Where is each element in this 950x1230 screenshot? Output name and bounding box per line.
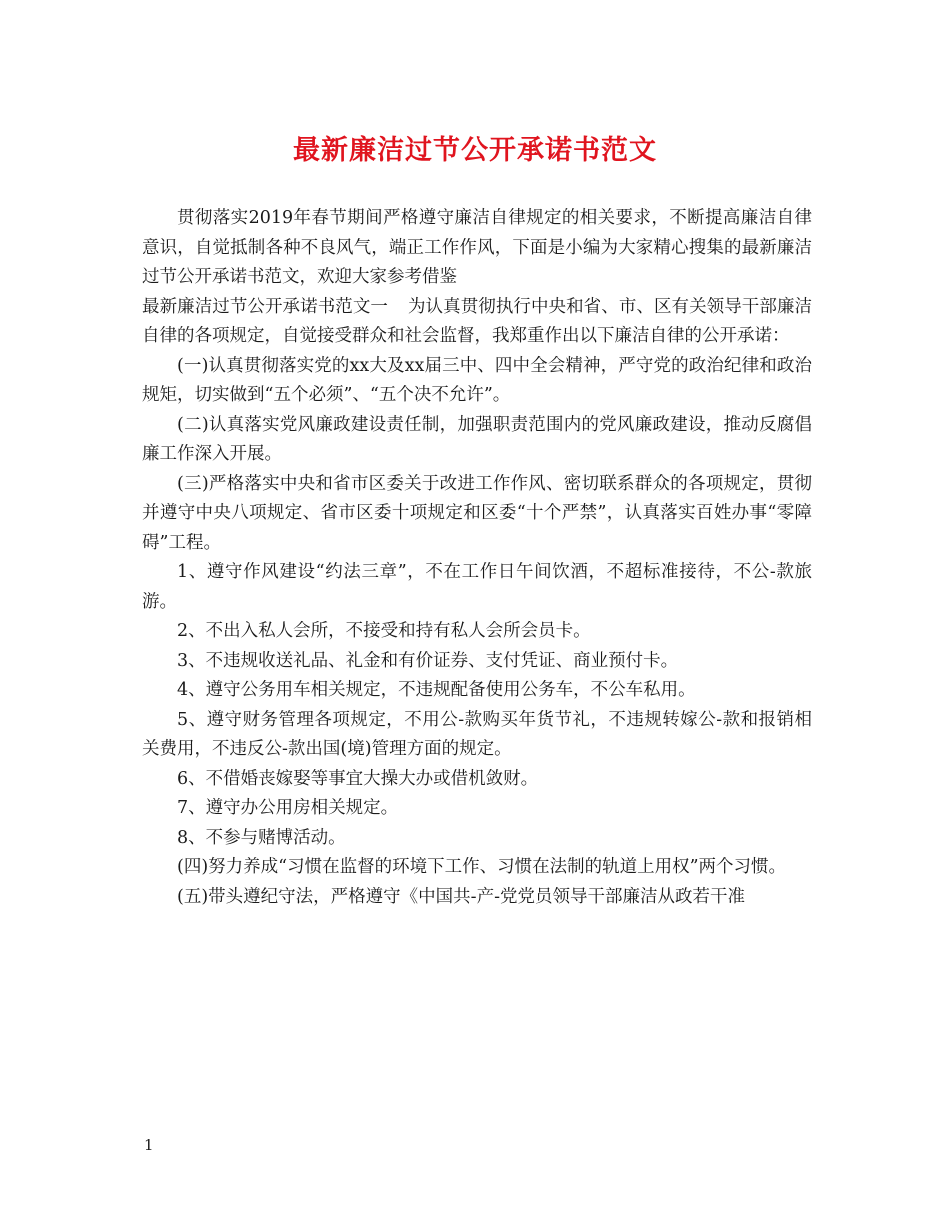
section-intro: 为认真贯彻执行中央和省、市、区有关领导干部廉洁自律的各项规定，自觉接受群众和社会监督，我郑重作出以下廉洁自律的公开承诺：	[142, 296, 813, 346]
commitment-item: 7、遵守办公用房相关规定。	[177, 798, 399, 818]
commitment-item: 3、不违规收送礼品、礼金和有价证券、支付凭证、商业预付卡。	[177, 650, 679, 671]
commitment-item: 1、遵守作风建设“约法三章”，不在工作日午间饮酒，不超标准接待，不公-款旅游。	[142, 562, 812, 612]
commitment-paragraph: (二)认真落实党风廉政建设责任制，加强职责范围内的党风廉政建设，推动反腐倡廉工作深入开展。	[142, 414, 812, 464]
commitment-item: 6、不借婚丧嫁娶等事宜大操大办或借机敛财。	[177, 768, 539, 789]
page-number: 1	[144, 1136, 154, 1154]
document-body	[142, 204, 812, 912]
section-paragraph	[142, 293, 812, 352]
commitment-item: 5、遵守财务管理各项规定，不用公-款购买年货节礼，不违规转嫁公-款和报销相关费用，不违反公-款出国(境)管理方面的规定。	[142, 709, 812, 759]
commitment-paragraph: (三)严格落实中央和省市区委关于改进工作作风、密切联系群众的各项规定，贯彻并遵守中央八项规定、省市区委十项规定和区委“十个严禁”，认真落实百姓办事“零障碍”工程。	[142, 473, 812, 553]
section-heading: 最新廉洁过节公开承诺书范文一	[142, 296, 388, 317]
commitment-item: 2、不出入私人会所，不接受和持有私人会所会员卡。	[177, 621, 591, 641]
commitment-paragraph: (一)认真贯彻落实党的xx大及xx届三中、四中全会精神，严守党的政治纪律和政治规矩，切实做到“五个必须”、“五个决不允许”。	[142, 355, 812, 405]
commitment-paragraph: (四)努力养成“习惯在监督的环境下工作、习惯在法制的轨道上用权”两个习惯。	[177, 857, 787, 877]
page-title: 最新廉洁过节公开承诺书范文	[293, 135, 657, 166]
commitment-paragraph: (五)带头遵纪守法，严格遵守《中国共-产-党党员领导干部廉洁从政若干准	[177, 886, 745, 907]
commitment-item: 8、不参与赌博活动。	[177, 827, 346, 848]
commitment-item: 4、遵守公务用车相关规定，不违规配备使用公务车，不公车私用。	[177, 680, 696, 700]
intro-paragraph: 贯彻落实2019年春节期间严格遵守廉洁自律规定的相关要求，不断提高廉洁自律意识，自觉抵制各种不良风气，端正工作作风，下面是小编为大家精心搜集的最新廉洁过节公开承诺书范文，欢迎大家参考借鉴	[142, 208, 812, 287]
